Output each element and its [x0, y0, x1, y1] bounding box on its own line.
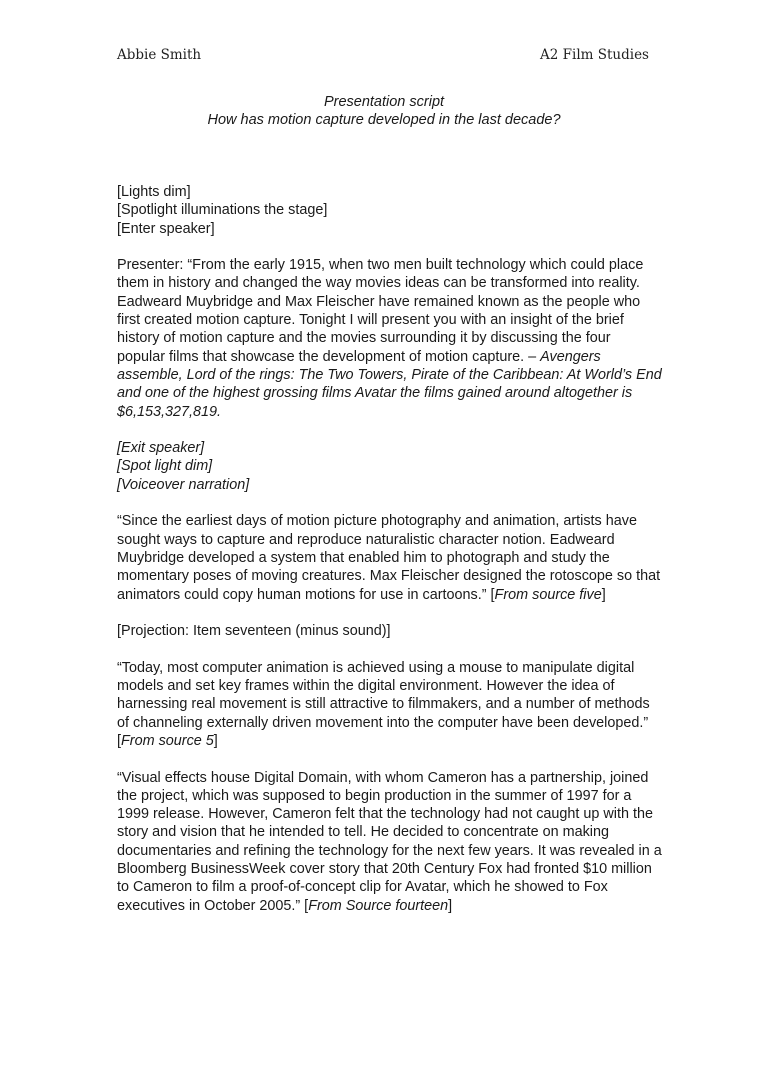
projection-note: [Projection: Item seventeen (minus sound)] — [117, 623, 391, 640]
quote-source: From Source fourteen — [308, 897, 449, 914]
stage-direction: [Enter speaker] — [117, 220, 215, 237]
stage-directions-opening — [117, 183, 662, 238]
quote-text: “Since the earliest days of motion picture photography and animation, artists have sought ways to capture and reproduce naturalistic character notion. Eadweard Muybridge developed a system that enabled him to photograph and study the momentary poses of moving creatures. Max Fleischer designed the rotoscope so that animators could copy human motions for use in cartoons.” [ — [117, 513, 661, 603]
title-line-1: Presentation script — [323, 94, 445, 110]
quote-bracket: ] — [448, 897, 453, 914]
stage-direction: [Exit speaker] — [117, 440, 205, 457]
presenter-film-list: Avengers assemble, Lord of the rings: The Two Towers, Pirate of the Caribbean: At World’s End and one of the highest grossing films Avatar the films gained around altogether is $6,153,327,819. — [117, 348, 662, 420]
stage-directions-exit — [117, 439, 662, 494]
quote-text: “Visual effects house Digital Domain, with whom Cameron has a partnership, joined the project, which was supposed to begin production in the summer of 1997 for a 1999 release. However, Cameron felt that the technology had not caught up with the story and vision that he intended to tell. He decided to concentrate on making documentaries and refining the technology for the next few years. It was revealed in a Bloomberg BusinessWeek cover story that 20th Century Fox had fronted $10 million to Cameron to film a proof-of-concept clip for Avatar, which he showed to Fox executives in October 2005.” [ — [117, 769, 662, 914]
course-name: A2 Film Studies — [540, 47, 649, 63]
author-name: Abbie Smith — [117, 47, 202, 63]
quote-source: From source five — [494, 586, 602, 603]
quote-source: From source 5 — [121, 732, 214, 749]
document-title — [117, 94, 651, 129]
quote-text: “Today, most computer animation is achieved using a mouse to manipulate digital models and set key frames within the digital environment. However the idea of harnessing real movement is still attractive to filmmakers, and a number of methods of channeling externally driven movement into the computer have been developed.” [ — [117, 659, 650, 749]
page-header — [117, 47, 649, 67]
stage-direction: [Lights dim] — [117, 184, 191, 200]
quote-bracket: ] — [213, 732, 218, 749]
presenter-paragraph — [117, 256, 662, 421]
presenter-text: Presenter: “From the early 1915, when two men built technology which could place them in history and changed the way movies ideas can be transformed into reality. Eadweard Muybridge and Max Fleischer have remained known as the people who first created motion capture. Tonight I will present you with an insight of the brief history of motion capture and the movies surrounding it by discussing the four popular films that showcase the development of motion capture. – — [117, 257, 644, 365]
title-line-2: How has motion capture developed in the last decade? — [207, 111, 561, 128]
quote-bracket: ] — [601, 586, 606, 603]
quote-paragraph-2 — [117, 659, 662, 750]
stage-direction: [Voiceover narration] — [117, 476, 250, 493]
stage-direction: [Spot light dim] — [117, 458, 213, 475]
stage-direction: [Spotlight illuminations the stage] — [117, 202, 328, 219]
quote-paragraph-1 — [117, 512, 662, 603]
quote-paragraph-3 — [117, 769, 662, 915]
document-body — [117, 183, 662, 933]
